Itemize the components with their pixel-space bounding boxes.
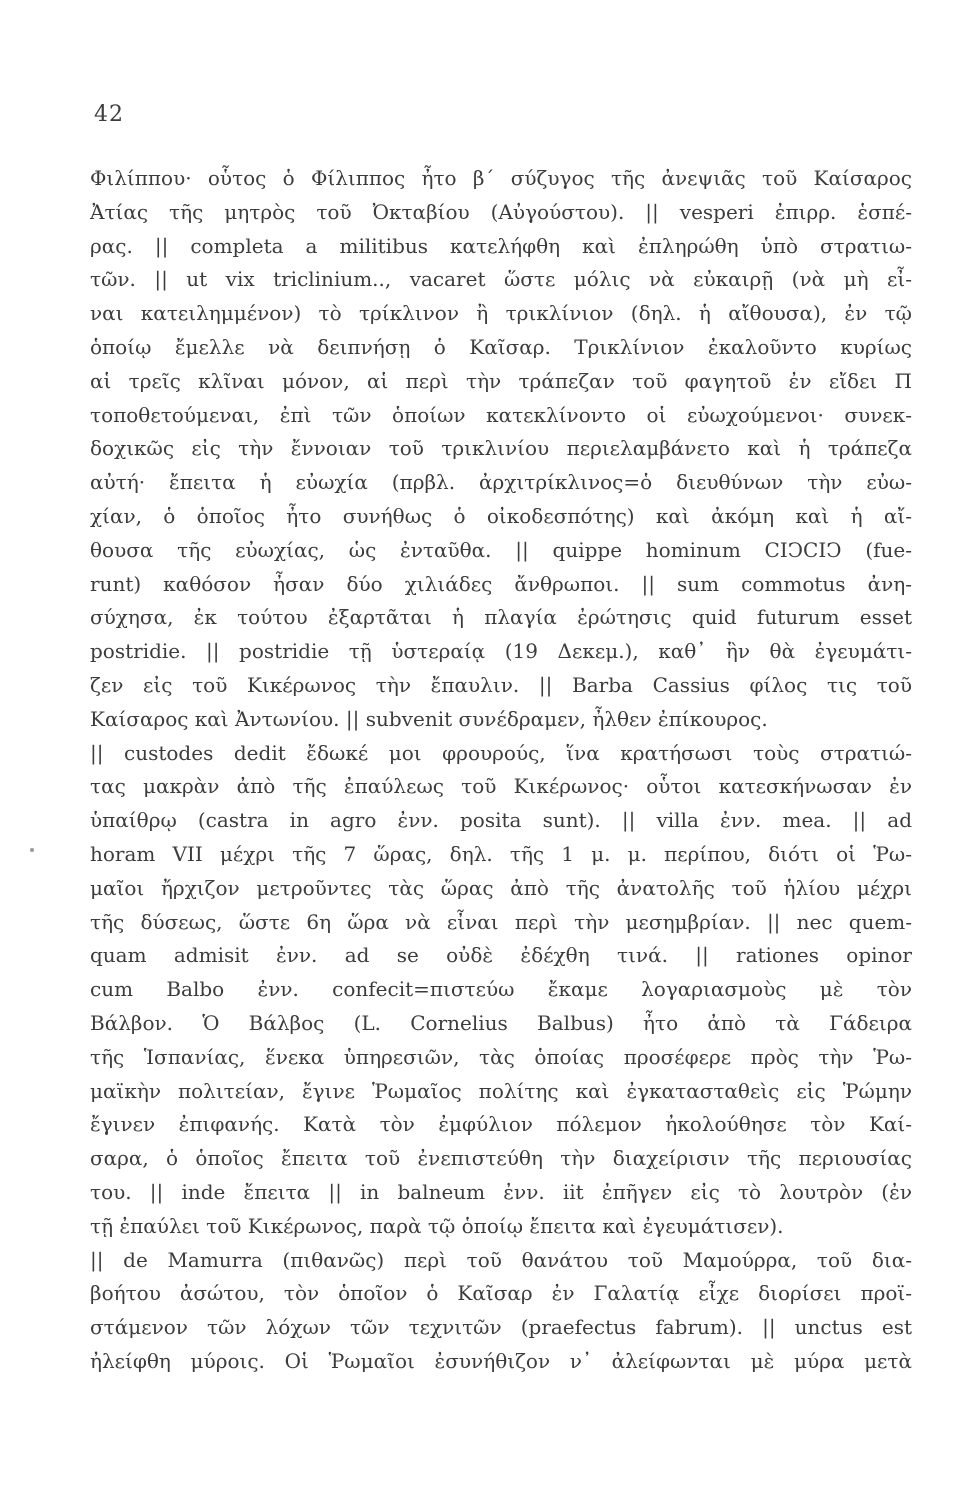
margin-mark <box>30 848 34 852</box>
text-line: μαϊκὴν πολιτείαν, ἔγινε Ῥωμαῖος πολίτης καὶ ἐγκατασταθεὶς εἰς Ῥώμην <box>90 1078 912 1103</box>
text-line: σαρα, ὁ ὁποῖος ἔπειτα τοῦ ἐνεπιστεύθη τὴν διαχείρισιν τῆς περιουσίας <box>90 1146 912 1171</box>
text-line: Ἀτίας τῆς μητρὸς τοῦ Ὀκταβίου (Αὐγούστου). || vesperi ἐπιρρ. ἑσπέ- <box>90 199 912 224</box>
text-line: ἔγινεν ἐπιφανής. Κατὰ τὸν ἐμφύλιον πόλεμον ἠκολούθησε τὸν Καί- <box>90 1112 912 1137</box>
text-line: τας μακρὰν ἀπὸ τῆς ἐπαύλεως τοῦ Κικέρωνος· οὗτοι κατεσκήνωσαν ἐν <box>90 774 912 799</box>
text-line: θουσα τῆς εὐωχίας, ὡς ἐνταῦθα. || quippe hominum CIↃCIↃ (fue- <box>90 537 912 562</box>
text-line: δοχικῶς εἰς τὴν ἔννοιαν τοῦ τρικλινίου περιελαμβάνετο καὶ ἡ τράπεζα <box>90 436 912 461</box>
text-line: Καίσαρος καὶ Ἀντωνίου. || subvenit συνέδραμεν, ἦλθεν ἐπίκουρος. <box>90 706 768 731</box>
text-line: ὑπαίθρῳ (castra in agro ἐνν. posita sunt). || villa ἐνν. mea. || ad <box>90 808 912 833</box>
text-line: ὁποίῳ ἔμελλε νὰ δειπνήσῃ ὁ Καῖσαρ. Τρικλίνιον ἐκαλοῦντο κυρίως <box>90 334 912 359</box>
text-line: ζεν εἰς τοῦ Κικέρωνος τὴν ἔπαυλιν. || Barba Cassius φίλος τις τοῦ <box>90 672 912 697</box>
text-line: βοήτου ἀσώτου, τὸν ὁποῖον ὁ Καῖσαρ ἐν Γαλατίᾳ εἶχε διορίσει προϊ- <box>90 1281 912 1306</box>
text-line: horam VII μέχρι τῆς 7 ὥρας, δηλ. τῆς 1 μ. μ. περίπου, διότι οἱ Ῥω- <box>90 841 912 866</box>
text-line: || custodes dedit ἔδωκέ μοι φρουρούς, ἵνα κρατήσωσι τοὺς στρατιώ- <box>90 740 912 765</box>
text-line: τοποθετούμεναι, ἐπὶ τῶν ὁποίων κατεκλίνοντο οἱ εὐωχούμενοι· συνεκ- <box>90 402 912 427</box>
text-line: μαῖοι ἤρχιζον μετροῦντες τὰς ὥρας ἀπὸ τῆς ἀνατολῆς τοῦ ἡλίου μέχρι <box>90 875 912 900</box>
text-line: αὐτή· ἔπειτα ἡ εὐωχία (πρβλ. ἀρχιτρίκλινος=ὁ διευθύνων τὴν εὐω- <box>90 470 912 495</box>
text-line: χίαν, ὁ ὁποῖος ἦτο συνήθως ὁ οἰκοδεσπότης) καὶ ἀκόμη καὶ ἡ αἴ- <box>90 503 912 528</box>
text-line: Φιλίππου· οὗτος ὁ Φίλιππος ἦτο β΄ σύζυγος τῆς ἀνεψιᾶς τοῦ Καίσαρος <box>90 166 912 190</box>
text-line: τῇ ἐπαύλει τοῦ Κικέρωνος, παρὰ τῷ ὁποίῳ ἔπειτα καὶ ἐγευμάτισεν). <box>90 1213 784 1238</box>
text-line: ρας. || completa a militibus κατελήφθη καὶ ἐπληρώθη ὑπὸ στρατιω- <box>90 233 912 258</box>
text-line: του. || inde ἔπειτα || in balneum ἐνν. iit ἐπῆγεν εἰς τὸ λουτρὸν (ἐν <box>90 1179 912 1204</box>
text-line: σύχησα, ἐκ τούτου ἐξαρτᾶται ἡ πλαγία ἐρώτησις quid futurum esset <box>90 605 912 630</box>
text-line: αἱ τρεῖς κλῖναι μόνον, αἱ περὶ τὴν τράπεζαν τοῦ φαγητοῦ ἐν εἴδει Π <box>90 368 912 393</box>
text-line: τῶν. || ut vix triclinium.., vacaret ὥστε μόλις νὰ εὐκαιρῇ (νὰ μὴ εἶ- <box>90 267 912 292</box>
page-number: 42 <box>94 102 124 127</box>
text-line: τῆς Ἱσπανίας, ἕνεκα ὑπηρεσιῶν, τὰς ὁποίας προσέφερε πρὸς τὴν Ῥω- <box>90 1044 912 1069</box>
text-line: τῆς δύσεως, ὥστε 6η ὥρα νὰ εἶναι περὶ τὴν μεσημβρίαν. || nec quem- <box>90 909 912 934</box>
text-line: ἠλείφθη μύροις. Οἱ Ῥωμαῖοι ἐσυνήθιζον ν᾿ ἀλείφωνται μὲ μύρα μετὰ <box>90 1348 912 1373</box>
text-line: || de Mamurra (πιθανῶς) περὶ τοῦ θανάτου τοῦ Μαμούρρα, τοῦ δια- <box>90 1247 912 1272</box>
text-line: στάμενον τῶν λόχων τῶν τεχνιτῶν (praefectus fabrum). || unctus est <box>90 1315 912 1340</box>
text-line: ναι κατειλημμένον) τὸ τρίκλινον ἢ τρικλίνιον (δηλ. ἡ αἴθουσα), ἐν τῷ <box>90 301 912 326</box>
text-line: postridie. || postridie τῇ ὑστεραίᾳ (19 Δεκεμ.), καθ᾿ ἣν θὰ ἐγευμάτι- <box>90 639 912 664</box>
text-line: quam admisit ἐνν. ad se οὐδὲ ἐδέχθη τινά. || rationes opinor <box>90 943 912 968</box>
text-line: cum Balbo ἐνν. confecit=πιστεύω ἔκαμε λογαριασμοὺς μὲ τὸν <box>90 977 912 1002</box>
body-text <box>90 162 912 1379</box>
text-line: Βάλβον. Ὁ Βάλβος (L. Cornelius Balbus) ἦτο ἀπὸ τὰ Γάδειρα <box>90 1010 912 1035</box>
text-line: runt) καθόσον ἦσαν δύο χιλιάδες ἄνθρωποι. || sum commotus ἀνη- <box>90 571 912 596</box>
